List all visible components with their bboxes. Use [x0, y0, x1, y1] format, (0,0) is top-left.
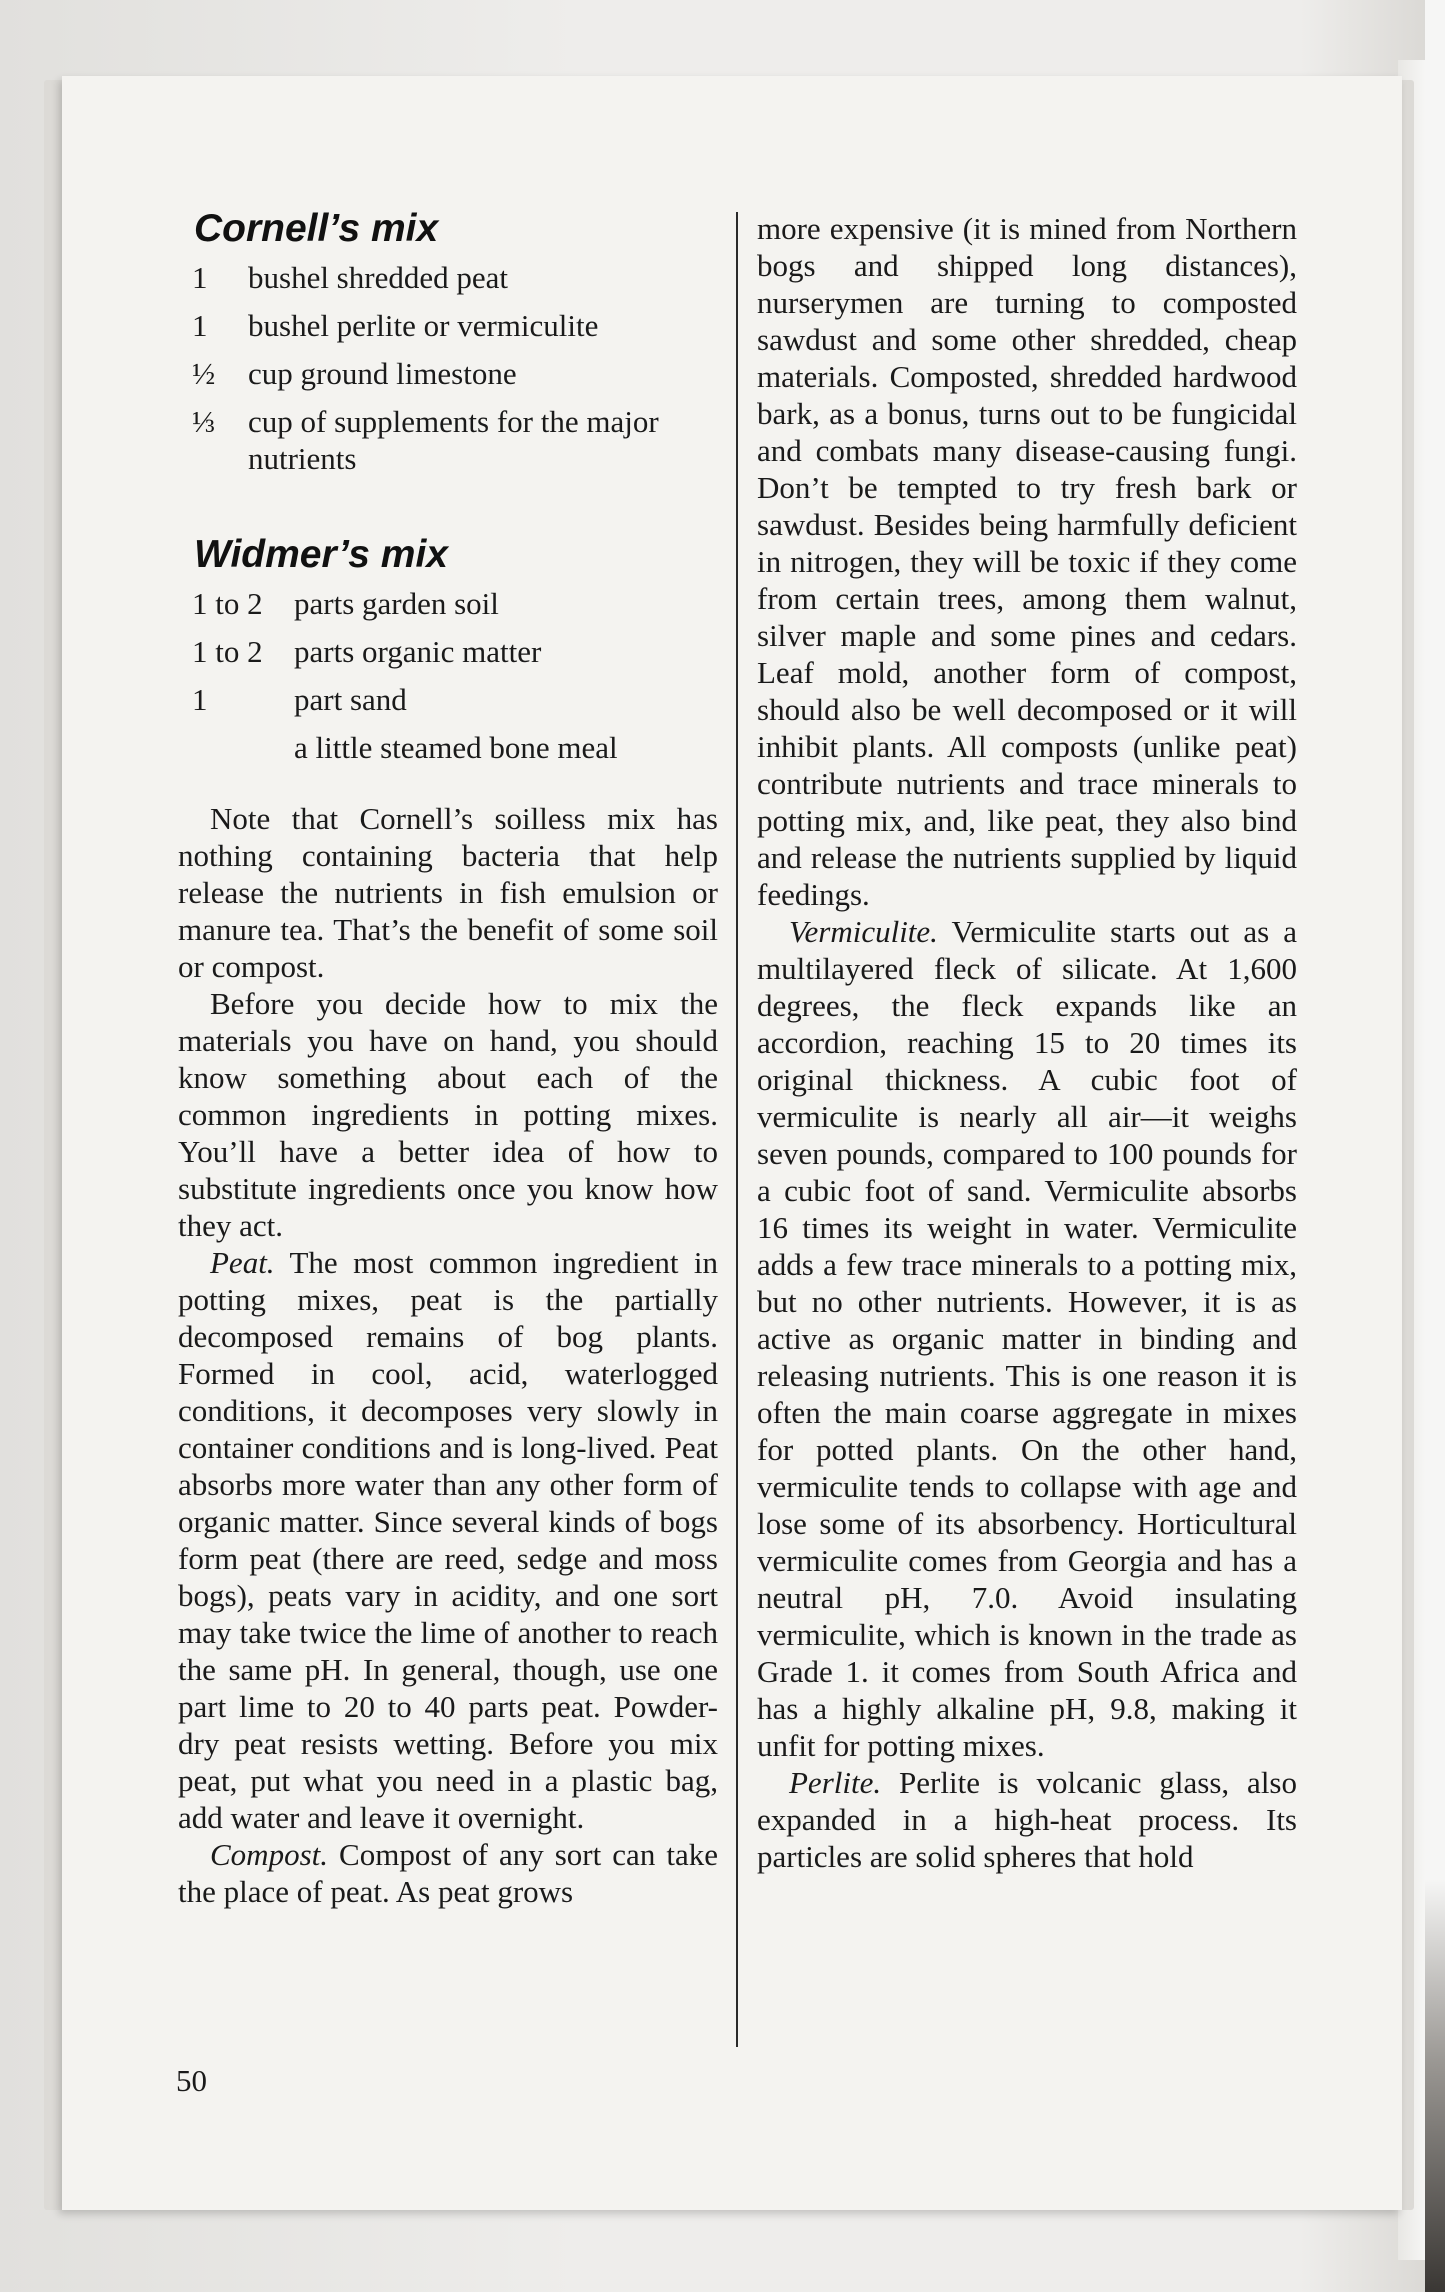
compost-text: Compost of any sort can take the place of peat. As peat grows	[178, 1837, 718, 1909]
peat-text: The most common ingredient in potting mixes, peat is the partially decomposed remains of bog plants. Formed in cool, acid, waterlogged conditions, it decomposes very slowly in container conditions and is long-lived. Peat absorbs more water than any other form of organic matter. Since several kinds of bogs form peat (there are reed, sedge and moss bogs), peats vary in acidity, and one sort may take twice the lime of another to reach the same pH. In general, though, use one part lime to 20 to 40 parts peat. Powder-dry peat resists wetting. Before you mix peat, put what you need in a plastic bag, add water and leave it overnight.	[178, 1245, 718, 1835]
vermiculite-text: Vermiculite starts out as a multilayered fleck of silicate. At 1,600 degrees, the fleck expands like an accordion, reaching 15 to 20 times its original thickness. A cubic foot of vermiculite is nearly all air—it weighs seven pounds, compared to 100 pounds for a cubic foot of sand. Vermiculite absorbs 16 times its weight in water. Vermiculite adds a few trace minerals to a potting mix, but no other nutrients. However, it is as active as organic matter in binding and releasing nutrients. This is one reason it is often the main coarse aggregate in mixes for potted plants. On the other hand, vermiculite tends to collapse with age and lose some of its absorbency. Horticultural vermiculite comes from Georgia and has a neutral pH, 7.0. Avoid insulating vermiculite, which is known in the trade as Grade 1. it comes from South Africa and has a highly alkaline pH, 9.8, making it unfit for potting mixes.	[757, 914, 1297, 1763]
recipe-ingredient: bushel perlite or vermiculite	[248, 308, 599, 343]
recipe-quantity: ½	[192, 356, 216, 391]
widmer-mix-recipe	[192, 585, 718, 766]
recipe-quantity: ⅓	[192, 404, 216, 439]
widmer-mix-heading: Widmer’s mix	[194, 533, 448, 576]
recipe-quantity: 1 to 2	[192, 586, 263, 621]
recipe-quantity: 1	[192, 682, 208, 717]
right-column	[757, 210, 1297, 1875]
recipe-ingredient: parts garden soil	[294, 586, 499, 621]
recipe-quantity	[192, 729, 294, 766]
recipe-row	[192, 729, 718, 766]
page-number: 50	[176, 2063, 207, 2098]
recipe-row	[192, 681, 718, 718]
cornell-mix-heading: Cornell’s mix	[194, 207, 439, 250]
column-divider	[736, 212, 738, 2047]
body-paragraph: more expensive (it is mined from Northern bogs and shipped long distances), nurserymen are turning to composted sawdust and some other shredded, cheap materials. Composted, shredded hardwood bark, as a bonus, turns out to be fungicidal and combats many disease-causing fungi. Don’t be tempted to try fresh bark or sawdust. Besides being harmfully deficient in nitrogen, they will be toxic if they come from certain trees, among them walnut, silver maple and some pines and cedars. Leaf mold, another form of compost, should also be well decomposed or it will inhibit plants. All composts (unlike peat) contribute nutrients and trace minerals to potting mix, and, like peat, they also bind and release the nutrients supplied by liquid feedings.	[757, 211, 1297, 912]
perlite-text: Perlite is volcanic glass, also expanded in a high-heat process. Its particles are solid spheres that hold	[757, 1765, 1297, 1874]
peat-term: Peat.	[210, 1245, 275, 1280]
compost-term: Compost.	[210, 1837, 328, 1872]
recipe-ingredient: a little steamed bone meal	[294, 730, 618, 765]
body-paragraph	[757, 913, 1297, 1764]
body-paragraph: Note that Cornell’s soilless mix has nothing containing bacteria that help release the nutrients in fish emulsion or manure tea. That’s the benefit of some soil or compost.	[178, 801, 718, 984]
body-paragraph	[757, 1764, 1297, 1875]
recipe-quantity: 1	[192, 308, 208, 343]
recipe-row	[192, 403, 718, 477]
body-paragraph	[178, 1836, 718, 1910]
vermiculite-term: Vermiculite.	[789, 914, 938, 949]
recipe-ingredient: parts organic matter	[294, 634, 542, 669]
recipe-ingredient: part sand	[294, 682, 407, 717]
cornell-mix-recipe	[192, 259, 718, 477]
recipe-row	[192, 633, 718, 670]
body-paragraph	[178, 1244, 718, 1836]
body-paragraph: Before you decide how to mix the materials you have on hand, you should know something about each of the common ingredients in potting mixes. You’ll have a better idea of how to substitute ingredients once you know how they act.	[178, 986, 718, 1243]
background-edge	[1425, 0, 1445, 2292]
recipe-ingredient: cup ground limestone	[248, 356, 517, 391]
recipe-row	[192, 307, 718, 344]
recipe-row	[192, 259, 718, 296]
recipe-ingredient: bushel shredded peat	[248, 260, 508, 295]
recipe-row	[192, 355, 718, 392]
recipe-row	[192, 585, 718, 622]
recipe-ingredient: cup of supplements for the major nutrients	[248, 404, 659, 476]
recipe-quantity: 1	[192, 260, 208, 295]
perlite-term: Perlite.	[789, 1765, 882, 1800]
recipe-quantity: 1 to 2	[192, 634, 263, 669]
left-column	[178, 205, 718, 1910]
